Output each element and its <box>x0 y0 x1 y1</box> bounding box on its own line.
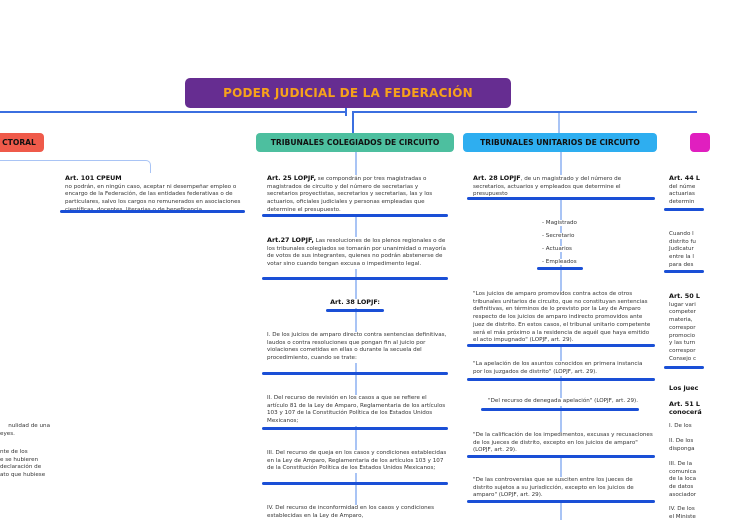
member-magistrado[interactable]: - Magistrado <box>542 220 577 226</box>
art51-fraction-1[interactable]: I. De los <box>669 423 692 429</box>
root-stem <box>345 108 347 116</box>
unitarios-stem <box>558 113 560 133</box>
art25-node[interactable]: Art. 25 LOPJF, se compondrán por tres magistradas o magistrados de circuito y del número de secretarias y secretarios proyectistas, secretarios y secretarias, las y los actuarios, oficiales judiciales y personas empleadas que determine el presupuesto. <box>267 175 447 215</box>
art101-bar <box>60 210 245 213</box>
branch-electoral[interactable]: CTORAL <box>0 133 44 152</box>
art51-node[interactable]: Art. 51 L conocerá <box>669 400 702 416</box>
art51-fraction-2[interactable]: II. De los disponga <box>669 438 695 452</box>
quote-1-node[interactable]: "Los juicios de amparo promovidos contra actos de otros tribunales unitarios de circuito, que no constituyan sentencias definitivas, en términos de lo previsto por la Ley de Amparo respecto de los juicios de amparo indirecto promovidos ante juez de distrito. En estos casos, el tribunal unitario competente será el más próximo a la residencia de aquél que haya emitido el acto impugnado" (LOPJF, art. 29). <box>473 291 653 345</box>
quote-3-bar <box>481 408 639 411</box>
quote-2-node[interactable]: "La apelación de los asuntos conocidos en primera instancia por los juzgados de distrito" (LOPJF, art. 29). <box>473 361 653 376</box>
fraction-3-node[interactable]: III. Del recurso de queja en los casos y condiciones establecidas en la Ley de Amparo, Reglamentaria de los artículos 103 y 107 de la Constitución Política de los Estados Unidos Mexicanos; <box>267 450 447 472</box>
root-title: PODER JUDICIAL DE LA FEDERACIÓN <box>223 86 473 100</box>
art50-bar <box>664 366 704 369</box>
electoral-partial-1: nulidad de una eyes. <box>0 423 50 437</box>
quote-2-bar <box>467 378 655 381</box>
quote-4-bar <box>467 455 655 458</box>
members-bar <box>537 267 583 270</box>
art51-fraction-4[interactable]: IV. De los el Ministe <box>669 506 696 520</box>
fraction-1-node[interactable]: I. De los juicios de amparo directo contra sentencias definitivas, laudos o contra resoluciones que pongan fin al juicio por violaciones cometidas en ellas o durante la secuela del procedimiento, cuando se trate: <box>267 332 447 362</box>
art25-bar <box>262 214 448 217</box>
fraction-2-bar <box>262 427 448 430</box>
art27-bar <box>262 277 448 280</box>
electoral-connector <box>0 160 151 173</box>
main-connector-left <box>0 111 345 113</box>
electoral-partial-2: nte de los e se hubieren declaración de ato que hubiese <box>0 449 46 479</box>
member-secretario[interactable]: - Secretario <box>542 233 575 239</box>
member-empleados[interactable]: - Empleados <box>542 259 577 265</box>
art101-title: Art. 101 CPEUM <box>65 174 122 182</box>
art44-bar <box>664 208 704 211</box>
fraction-3-bar <box>262 482 448 485</box>
quote-4-node[interactable]: "De la calificación de los impedimentos, excusas y recusaciones de los jueces de distrito, excepto en los juicios de amparo" (LOPJF, art. 29). <box>473 432 653 454</box>
branch-juzgados[interactable] <box>690 133 710 152</box>
art50-node[interactable]: Art. 50 L lugar vari competer materia, correspor promocio y las turn correspor Consejo c <box>669 292 700 362</box>
main-connector-right <box>352 111 697 113</box>
cuando-bar <box>664 270 704 273</box>
member-actuarios[interactable]: - Actuarios <box>542 246 572 252</box>
branch-unitarios[interactable]: TRIBUNALES UNITARIOS DE CIRCUITO <box>463 133 657 152</box>
art101-node[interactable] <box>65 175 245 215</box>
quote-1-bar <box>467 344 655 347</box>
art27-node[interactable]: Art.27 LOPJF, Las resoluciones de los plenos regionales o de los tribunales colegiados se tomarán por unanimidad o mayoría de votos de sus integrantes, quienes no podrán abstenerse de votar sino cuando tengan excusa o impedimento legal. <box>267 236 446 268</box>
root-node[interactable] <box>185 78 511 108</box>
art38-node[interactable]: Art. 38 LOPJF: <box>320 299 390 308</box>
root-stem-2 <box>352 111 354 133</box>
fraction-4-node[interactable]: IV. Del recurso de inconformidad en los casos y condiciones establecidas en la Ley de Amparo, <box>267 505 447 520</box>
fraction-1-bar <box>262 372 448 375</box>
fraction-2-node[interactable]: II. Del recurso de revisión en los casos a que se refiere el artículo 81 de la Ley de Amparo, Reglamentaria de los artículos 103 y 107 de la Constitución Política de los Estados Unidos Mexicanos; <box>267 395 446 425</box>
art44-node[interactable]: Art. 44 L del núme actuarias determin <box>669 174 700 206</box>
quote-5-bar <box>467 500 655 503</box>
art28-node[interactable]: Art. 28 LOPJF, de un magistrado y del número de secretarios, actuarios y empleados que determine el presupuesto <box>473 175 653 199</box>
jueces-node[interactable]: Los juec <box>669 384 699 392</box>
branch-colegiados[interactable]: TRIBUNALES COLEGIADOS DE CIRCUITO <box>256 133 454 152</box>
art101-text: no podrán, en ningún caso, aceptar ni desempeñar empleo o encargo de la Federación, de las entidades federativas o de particulares, salvo los cargos no remunerados en asociaciones <box>65 183 241 206</box>
art28-bar <box>467 197 655 200</box>
art38-bar <box>326 309 384 312</box>
art51-fraction-3[interactable]: III. De la comunica de la loca de datos asociador <box>669 461 697 498</box>
quote-3-node[interactable]: "Del recurso de denegada apelación" (LOPJF, art. 29). <box>473 398 653 406</box>
cuando-node[interactable]: Cuando l distrito fu Judicatur entre la l para des <box>669 231 696 268</box>
quote-5-node[interactable]: "De las controversias que se susciten entre los jueces de distrito sujetos a su jurisdicción, excepto en los juicios de amparo" (LOPJF, art. 29). <box>473 477 653 500</box>
